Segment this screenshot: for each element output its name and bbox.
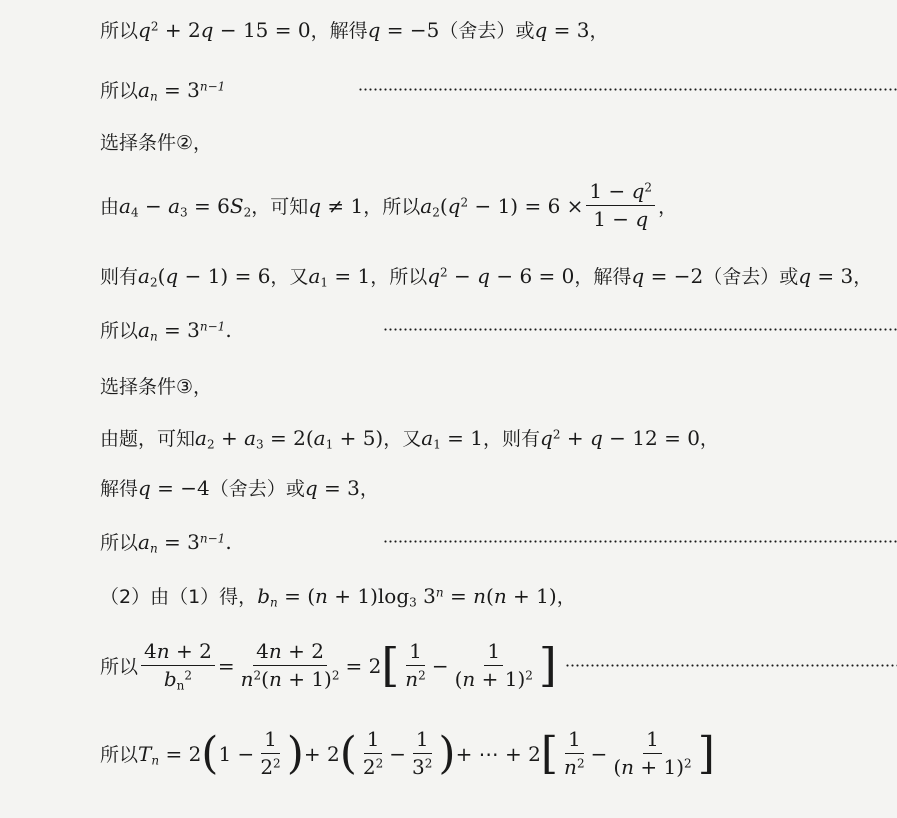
text: 由题，可知 (100, 428, 196, 450)
fraction: $\frac{1}{3^2}$ (412, 727, 433, 779)
math: [ (540, 727, 559, 779)
text: . (225, 317, 232, 342)
math: $a_n = 3^{n-1}$ (138, 77, 226, 104)
fraction: $\frac{4n + 2}{n^2(n + 1)^2}$ (240, 639, 340, 691)
score-leader (358, 88, 897, 91)
math: = (217, 653, 235, 678)
fraction: $\frac{4n + 2}{b_n^2}$ (141, 640, 215, 691)
fraction: $\frac{1}{2^2}$ (362, 727, 384, 779)
text: 解得 (100, 478, 139, 500)
line-1 (100, 16, 897, 43)
text: 所以 (100, 532, 139, 554)
line-7 (100, 372, 897, 399)
text: 所以 (100, 320, 139, 342)
math: $a_1 = 1$ (421, 425, 484, 452)
math: $b_n = (n + 1)\log_3$ $3^n = n(n + 1)$ (257, 583, 557, 610)
text: 或 (285, 478, 305, 500)
line-11 (100, 582, 897, 609)
math: − (389, 741, 407, 766)
math: = 2 (345, 653, 382, 678)
text: （舍去） (439, 20, 516, 42)
line-8 (100, 424, 897, 451)
text: （舍去） (209, 478, 286, 500)
line-9 (100, 474, 897, 501)
math: $T_n = 2$ (138, 741, 202, 768)
text: . (225, 529, 232, 554)
math: q = 3 (534, 17, 590, 42)
text: 选择条件③， (100, 376, 213, 398)
math: $q^2 - q - 6 = 0$ (427, 263, 575, 288)
math: q = −5 (367, 17, 440, 42)
math: $a_n = 3^{n-1}$ (138, 529, 226, 556)
text: 则有 (100, 266, 139, 288)
math: ) (286, 727, 304, 779)
text: （2）由（1）得， (100, 586, 258, 608)
text: ， (699, 428, 719, 450)
text: 所以 (100, 744, 139, 766)
text: ，所以 (370, 266, 428, 288)
text: ， (574, 266, 594, 288)
math: ] (697, 727, 715, 779)
text: 选择条件②， (100, 132, 213, 154)
text: 或 (779, 266, 799, 288)
text: ，又 (383, 428, 422, 450)
score-leader (565, 664, 897, 667)
text: ， (310, 20, 330, 42)
math: − (431, 653, 449, 678)
line-4 (100, 180, 897, 231)
math: 1 − (218, 741, 255, 766)
text: （舍去） (703, 266, 780, 288)
text: 解得 (329, 20, 368, 42)
fraction: $\frac{1}{(n + 1)^2}$ (613, 727, 692, 779)
text: 解得 (593, 266, 632, 288)
math: $q^2 + 2q - 15 = 0$ (138, 17, 311, 42)
math: ( (201, 727, 219, 779)
fraction: $\frac{1}{2^2}$ (260, 727, 281, 779)
text: 由 (100, 196, 120, 218)
math: ( (339, 727, 357, 779)
math: $a_2(q^2 - 1) = 6$ × (420, 193, 584, 220)
math: ) (438, 727, 456, 779)
text: ， (658, 196, 678, 218)
math: ] (538, 638, 557, 693)
math: $a_4 - a_3 = 6S_2$ (119, 193, 252, 220)
text: ， (853, 266, 873, 288)
text: ，则有 (483, 428, 541, 450)
math: $a_1 = 1$ (308, 263, 371, 290)
text: 或 (515, 20, 535, 42)
math: $a_n = 3^{n-1}$ (138, 317, 226, 344)
math: $a_2 + a_3 = 2(a_1 + 5)$ (195, 425, 384, 452)
score-leader (383, 540, 897, 543)
math: $a_2(q - 1) = 6$ (138, 263, 271, 290)
text: ，所以 (363, 196, 421, 218)
text: ，又 (270, 266, 309, 288)
line-13 (100, 728, 897, 779)
line-3 (100, 128, 897, 155)
text: 所以 (100, 80, 139, 102)
text: ， (359, 478, 379, 500)
math: [ (381, 638, 400, 693)
math: q = −4 (138, 475, 210, 500)
math: − (590, 741, 608, 766)
fraction: $\frac{1 - q^2}{1 - q}$ (586, 180, 655, 231)
text: 所以 (100, 656, 139, 678)
text: ， (589, 20, 609, 42)
fraction: $\frac{1}{(n + 1)^2}$ (454, 639, 533, 691)
fraction: $\frac{1}{n^2}$ (405, 639, 426, 691)
math: + 2 (303, 741, 340, 766)
math: + ⋯ + 2 (455, 741, 541, 766)
math: q = 3 (304, 475, 360, 500)
line-5 (100, 262, 897, 289)
math: q = 3 (798, 263, 854, 288)
text: ，可知 (251, 196, 309, 218)
math: q = −2 (631, 263, 704, 288)
fraction: $\frac{1}{n^2}$ (564, 727, 585, 779)
math: q ≠ 1 (308, 193, 364, 218)
math: $q^2 + q - 12 = 0$ (540, 425, 700, 450)
score-leader (383, 328, 897, 331)
text: ， (556, 586, 576, 608)
text: 所以 (100, 20, 139, 42)
